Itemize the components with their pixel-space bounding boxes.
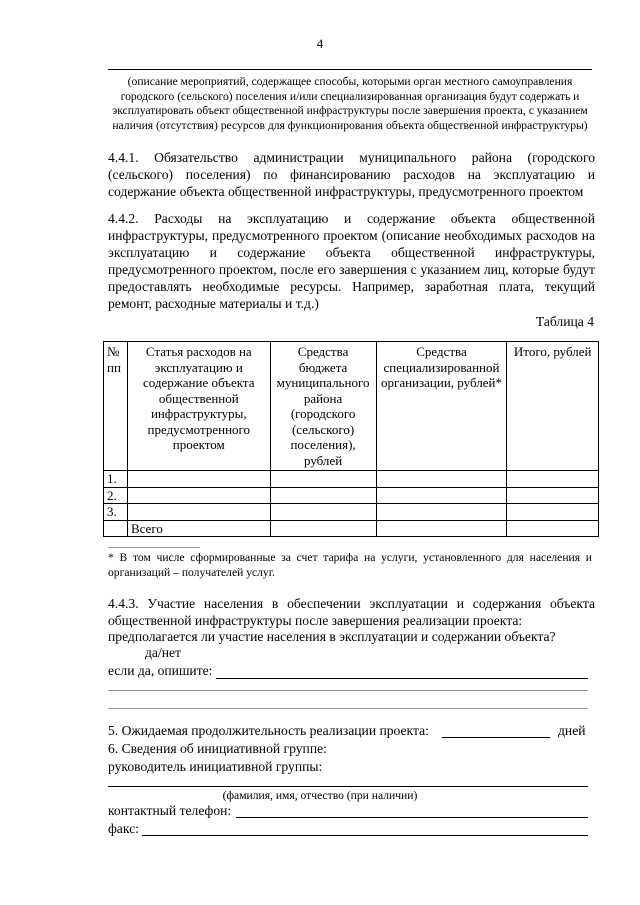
- table-cell[interactable]: [270, 504, 376, 521]
- paragraph-4-4-2: 4.4.2. Расходы на эксплуатацию и содержание объекта общественной инфраструктуры, предусмотренного проектом (описание необходимых расходов на эксплуатацию и содержание объекта общественной инфраструктуры, предусмотренного проектом, после его завершения с указанием лиц, которые будут предоставлять необходимые ресурсы. Например, заработная плата, текущий ремонт, расходные материалы и т.д.): [108, 211, 595, 311]
- days-unit: дней: [558, 723, 586, 738]
- footnote: * В том числе сформированные за счет тарифа на услуги, установленного для населения и организаций – получателей услуг.: [108, 551, 592, 579]
- table-header-row: [104, 342, 599, 471]
- table-cell[interactable]: [376, 504, 507, 521]
- fax-label: факс:: [108, 821, 139, 836]
- expenses-table: [103, 341, 599, 537]
- table-row: [104, 504, 599, 521]
- table-cell: [104, 520, 128, 537]
- table-row: [104, 471, 599, 488]
- table-cell[interactable]: [507, 520, 599, 537]
- section-caption: (описание мероприятий, содержащее способы, которыми орган местного самоуправления городского (сельского) поселения и/или специализированная организация будут содержать и эксплуатировать объект общественной инфраструктуры после завершения проекта, с указанием наличия (отсутствия) ресурсов для функционирования объекта общественной инфраструктуры): [112, 75, 588, 132]
- phone-label: контактный телефон:: [108, 803, 232, 818]
- table-cell[interactable]: [127, 471, 270, 488]
- row-number: 2.: [104, 487, 128, 504]
- item-6-initiative-group: 6. Сведения об инициативной группе:: [108, 741, 327, 756]
- group-leader-label: руководитель инициативной группы:: [108, 759, 323, 774]
- total-label: Всего: [127, 520, 270, 537]
- table-row: [104, 487, 599, 504]
- fax-field[interactable]: [142, 820, 588, 836]
- table-cell[interactable]: [270, 487, 376, 504]
- table-cell[interactable]: [270, 471, 376, 488]
- row-number: 3.: [104, 504, 128, 521]
- header-organization-funds: Средства специализированной организации, рублей*: [376, 342, 507, 471]
- table-cell[interactable]: [376, 520, 507, 537]
- top-fill-line: [108, 69, 592, 70]
- table-caption: Таблица 4: [535, 314, 594, 329]
- table-cell[interactable]: [507, 471, 599, 488]
- table-cell[interactable]: [376, 487, 507, 504]
- header-expense-item: Статья расходов на эксплуатацию и содержание объекта общественной инфраструктуры, предусмотренного проектом: [127, 342, 270, 471]
- description-field-line-3[interactable]: [108, 693, 588, 709]
- page-number: 4: [316, 36, 324, 51]
- yes-no-option[interactable]: да/нет: [145, 645, 181, 660]
- paragraph-4-4-3: 4.4.3. Участие населения в обеспечении эксплуатации и содержания объекта общественной инфраструктуры после завершения реализации проекта:: [108, 596, 595, 628]
- item-5-duration-label: 5. Ожидаемая продолжительность реализации проекта:: [108, 723, 429, 738]
- fio-caption: (фамилия, имя, отчество (при наличии): [222, 789, 418, 802]
- table-cell[interactable]: [270, 520, 376, 537]
- phone-field[interactable]: [236, 802, 588, 818]
- table-cell[interactable]: [376, 471, 507, 488]
- paragraph-4-4-1: 4.4.1. Обязательство администрации муниципального района (городского (сельского) поселения) по финансированию расходов на эксплуатацию и содержание объекта общественной инфраструктуры, предусмотренного проектом: [108, 150, 595, 199]
- participation-question: предполагается ли участие населения в эксплуатации и содержании объекта?: [108, 629, 556, 644]
- description-field-line-2[interactable]: [108, 675, 588, 691]
- table-cell[interactable]: [507, 504, 599, 521]
- header-number: № пп: [104, 342, 128, 471]
- table-total-row: [104, 520, 599, 537]
- table-cell[interactable]: [127, 487, 270, 504]
- table-cell[interactable]: [127, 504, 270, 521]
- footnote-separator: [108, 547, 200, 548]
- if-yes-label: если да, опишите:: [108, 663, 213, 678]
- leader-name-field[interactable]: [108, 771, 588, 787]
- duration-days-field[interactable]: [442, 722, 550, 738]
- header-budget-funds: Средства бюджета муниципального района (городского (сельского) поселения), рублей: [270, 342, 376, 471]
- header-total: Итого, рублей: [507, 342, 599, 471]
- table-cell[interactable]: [507, 487, 599, 504]
- row-number: 1.: [104, 471, 128, 488]
